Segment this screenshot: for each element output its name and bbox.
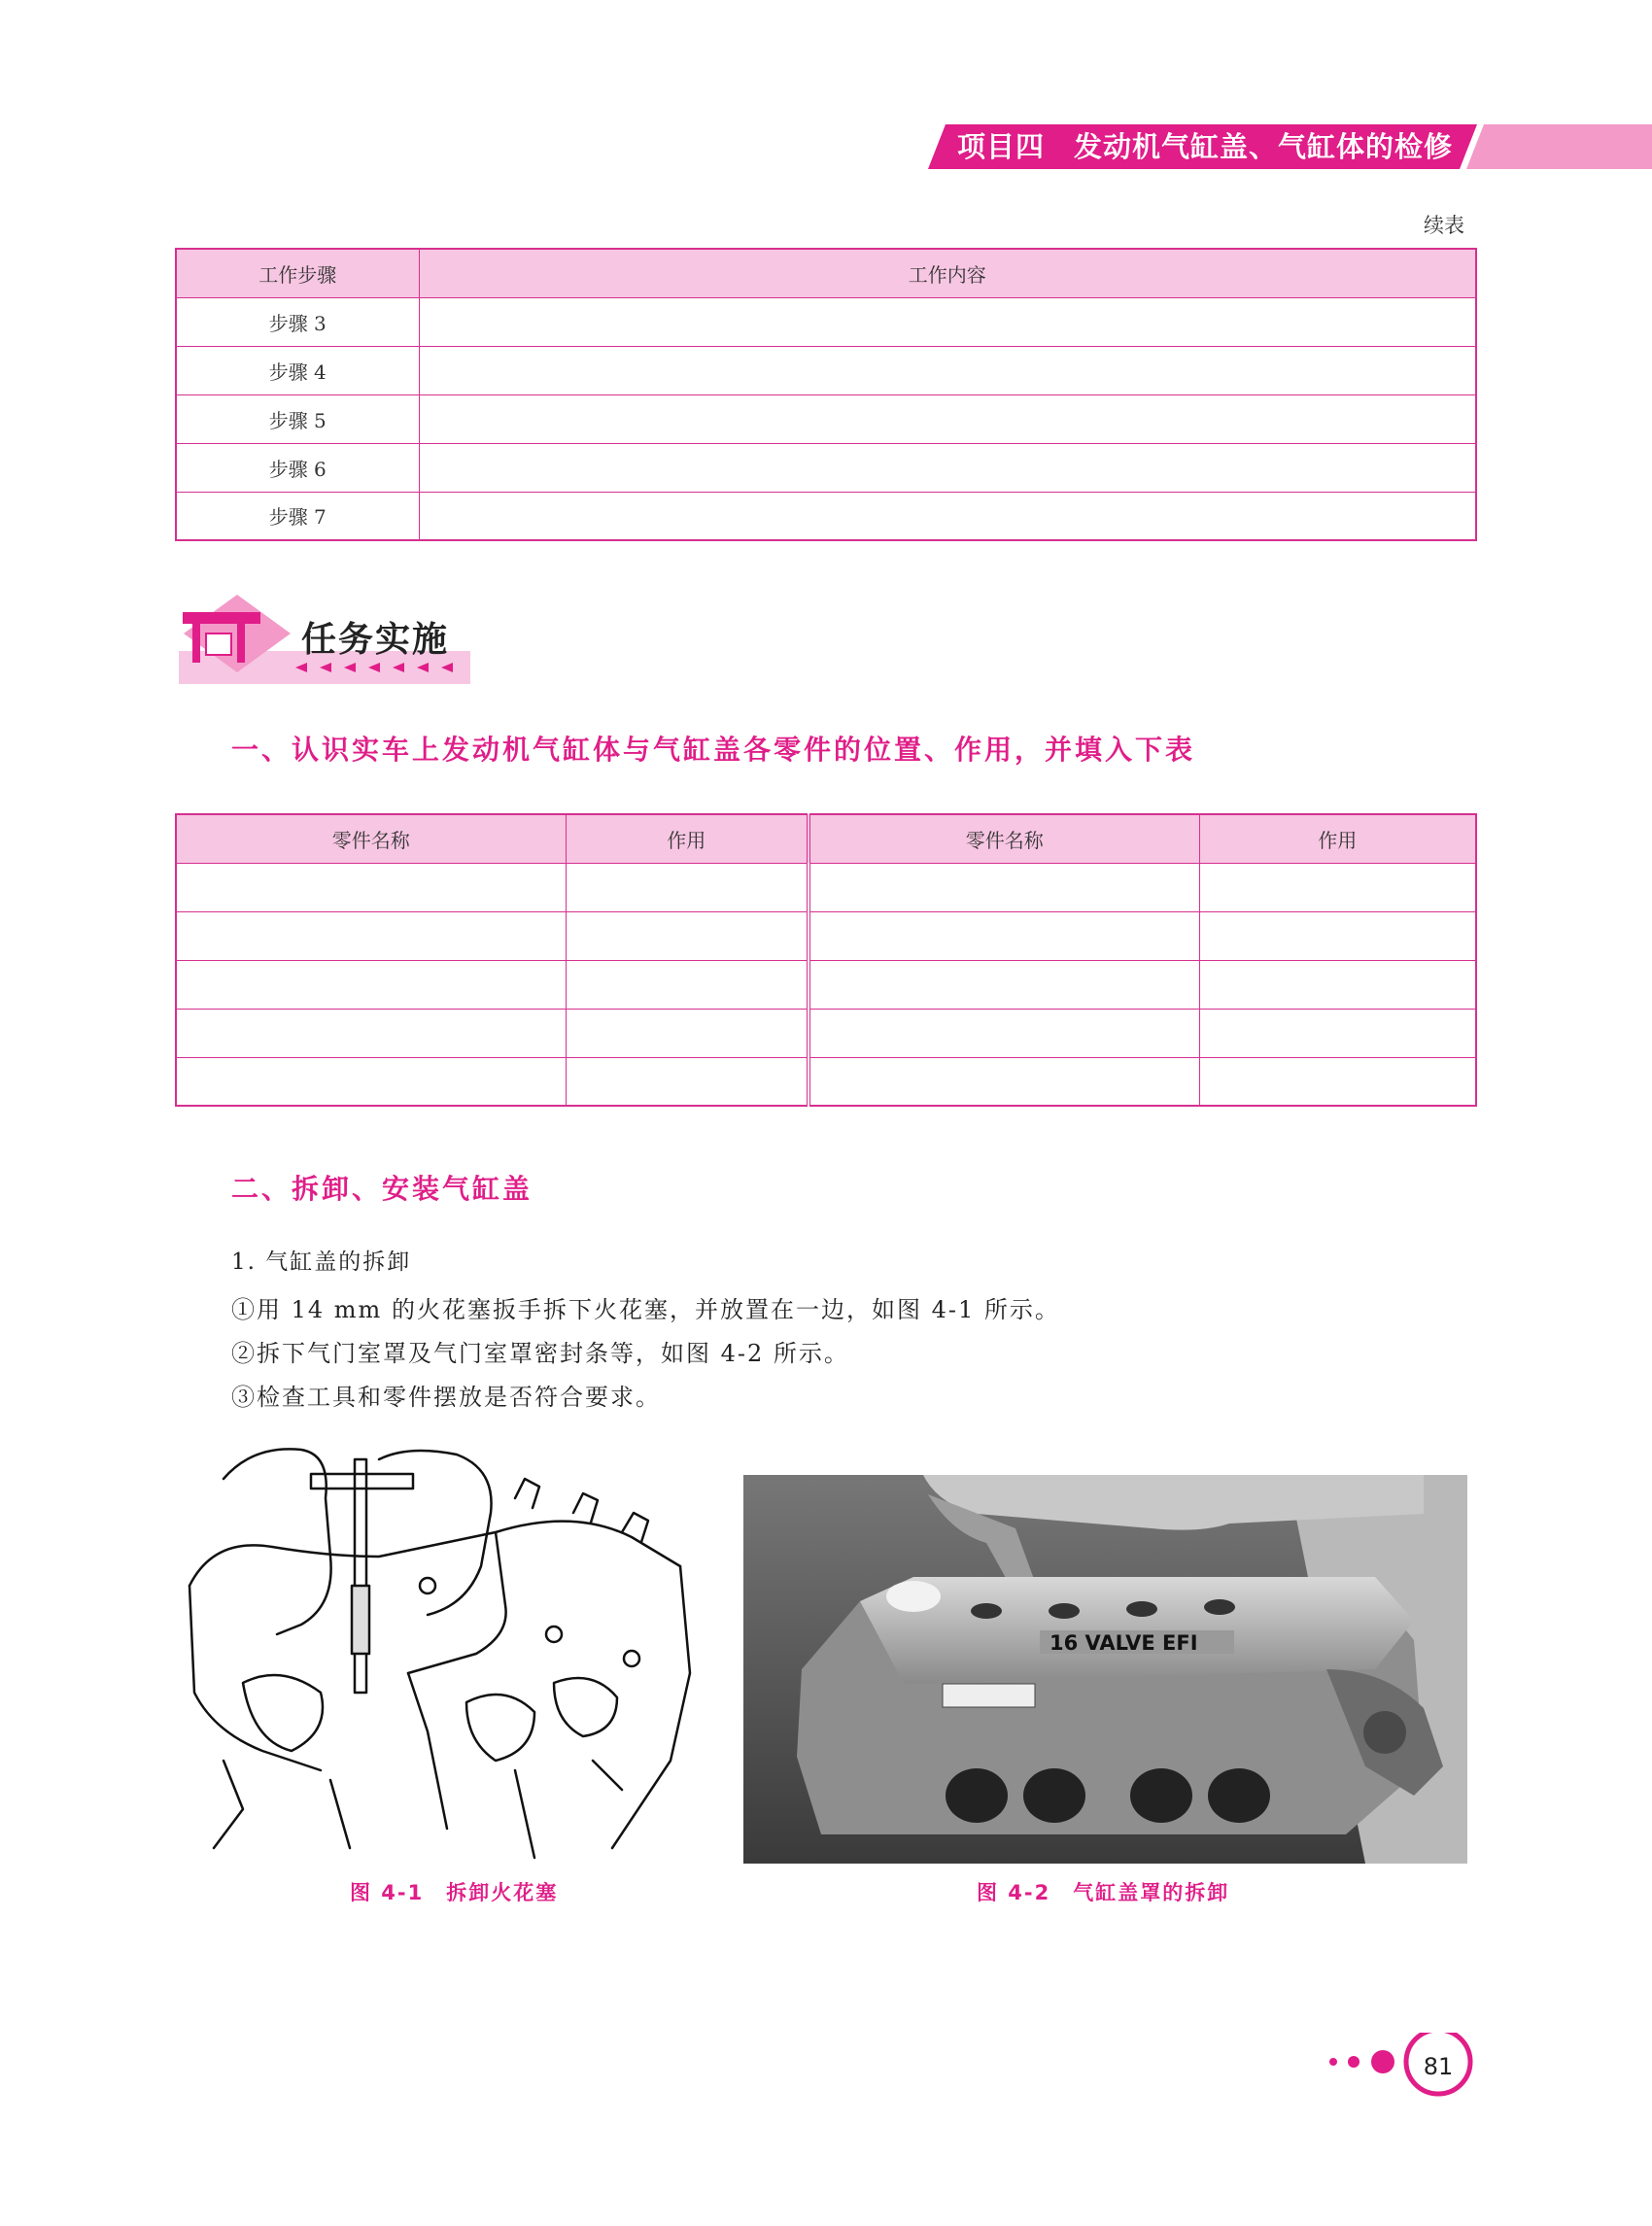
parts-table	[175, 813, 1477, 1107]
part-name-cell[interactable]	[176, 863, 566, 911]
header-function: 作用	[1199, 814, 1476, 863]
table-row	[176, 297, 1476, 346]
part-name-cell[interactable]	[809, 1009, 1199, 1057]
instruction-step: ①用 14 mm 的火花塞扳手拆下火花塞，并放置在一边，如图 4-1 所示。	[231, 1296, 1060, 1323]
header-function: 作用	[566, 814, 809, 863]
step-content-cell[interactable]	[419, 346, 1476, 394]
step-content-cell[interactable]	[419, 443, 1476, 492]
section2-heading: 二、拆卸、安装气缸盖	[231, 1173, 533, 1205]
table-row	[176, 394, 1476, 443]
figure-4-2-caption: 图 4-2 气缸盖罩的拆卸	[977, 1881, 1230, 1904]
step-label: 步骤 4	[176, 346, 419, 394]
section1-heading: 一、认识实车上发动机气缸体与气缸盖各零件的位置、作用，并填入下表	[231, 734, 1196, 766]
function-cell[interactable]	[566, 1057, 809, 1106]
part-name-cell[interactable]	[809, 1057, 1199, 1106]
part-name-cell[interactable]	[809, 911, 1199, 960]
chapter-title: 项目四 发动机气缸盖、气缸体的检修	[957, 130, 1454, 163]
table-header-row	[176, 249, 1476, 297]
table-row	[176, 1057, 1476, 1106]
function-cell[interactable]	[1199, 911, 1476, 960]
continued-label: 续表	[1424, 214, 1464, 237]
part-name-cell[interactable]	[176, 1057, 566, 1106]
part-name-cell[interactable]	[809, 960, 1199, 1009]
header-work-content: 工作内容	[419, 249, 1476, 297]
table-row	[176, 863, 1476, 911]
part-name-cell[interactable]	[809, 863, 1199, 911]
function-cell[interactable]	[566, 911, 809, 960]
function-cell[interactable]	[1199, 1009, 1476, 1057]
part-name-cell[interactable]	[176, 911, 566, 960]
step-content-cell[interactable]	[419, 394, 1476, 443]
engine-cover-label: 16 VALVE EFI	[1050, 1631, 1198, 1655]
table-row	[176, 1009, 1476, 1057]
part-name-cell[interactable]	[176, 1009, 566, 1057]
sub-heading-cylinder-head-removal: 1. 气缸盖的拆卸	[231, 1250, 412, 1275]
table-row	[176, 346, 1476, 394]
chapter-header-band	[928, 124, 1652, 169]
function-cell[interactable]	[1199, 1057, 1476, 1106]
valve-cover-removal-photo	[743, 1475, 1467, 1864]
step-label: 步骤 7	[176, 492, 419, 540]
table-row	[176, 960, 1476, 1009]
step-label: 步骤 3	[176, 297, 419, 346]
table-row	[176, 911, 1476, 960]
header-part-name: 零件名称	[809, 814, 1199, 863]
step-label: 步骤 6	[176, 443, 419, 492]
header-work-step: 工作步骤	[176, 249, 419, 297]
instruction-step: ②拆下气门室罩及气门室罩密封条等，如图 4-2 所示。	[231, 1340, 849, 1367]
header-part-name: 零件名称	[176, 814, 566, 863]
function-cell[interactable]	[566, 1009, 809, 1057]
step-label: 步骤 5	[176, 394, 419, 443]
step-content-cell[interactable]	[419, 492, 1476, 540]
function-cell[interactable]	[1199, 863, 1476, 911]
table-row	[176, 492, 1476, 540]
task-section-title: 任务实施	[301, 620, 450, 660]
spark-plug-removal-drawing	[185, 1440, 709, 1864]
function-cell[interactable]	[566, 960, 809, 1009]
function-cell[interactable]	[1199, 960, 1476, 1009]
step-content-cell[interactable]	[419, 297, 1476, 346]
table-header-row	[176, 814, 1476, 863]
figure-4-1-caption: 图 4-1 拆卸火花塞	[350, 1881, 559, 1904]
page-number: 81	[1423, 2053, 1454, 2080]
function-cell[interactable]	[566, 863, 809, 911]
instruction-step: ③检查工具和零件摆放是否符合要求。	[231, 1384, 661, 1411]
table-row	[176, 443, 1476, 492]
work-steps-table	[175, 248, 1477, 541]
part-name-cell[interactable]	[176, 960, 566, 1009]
